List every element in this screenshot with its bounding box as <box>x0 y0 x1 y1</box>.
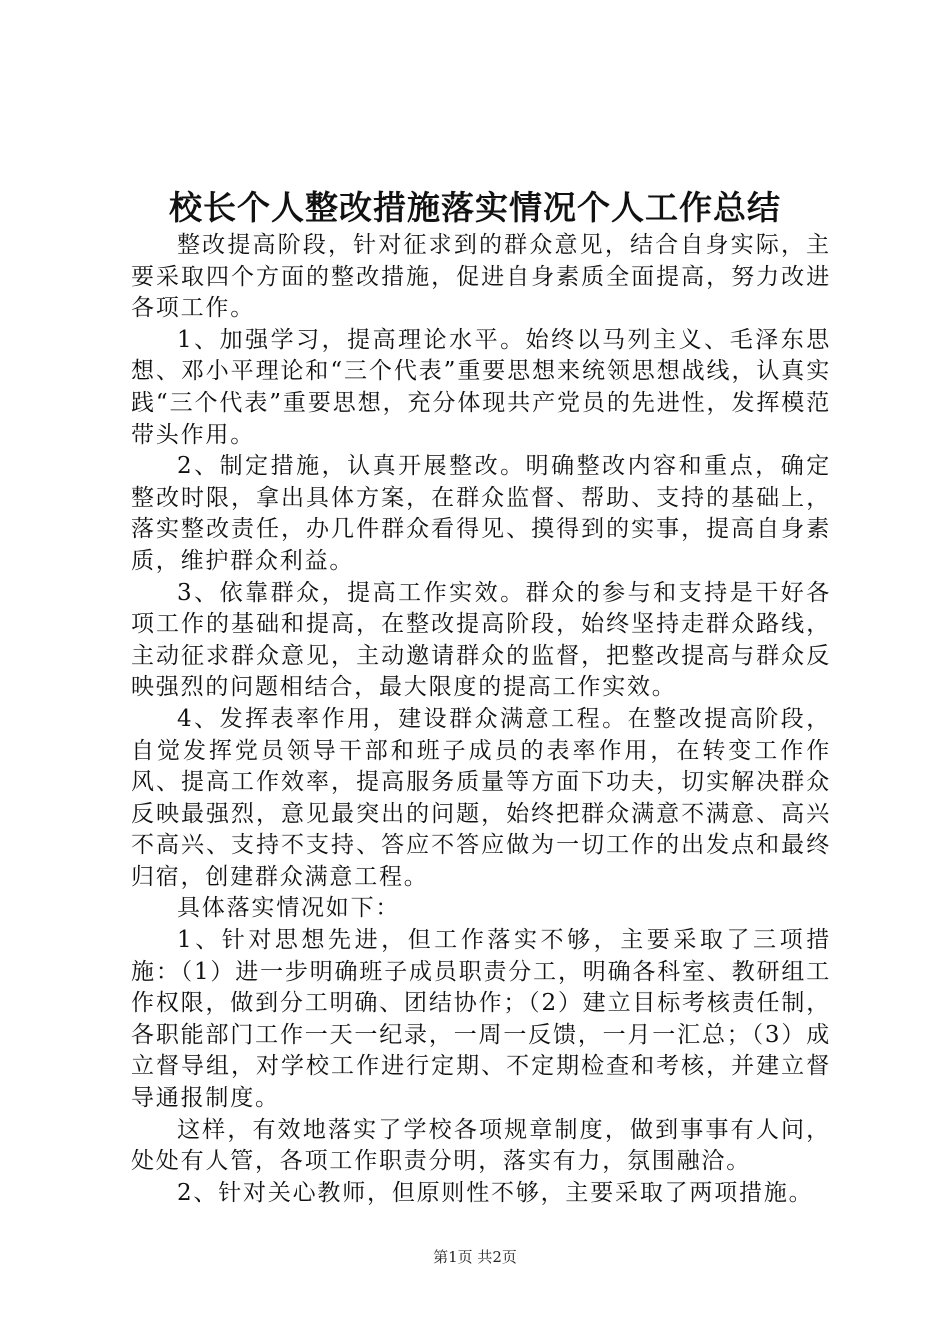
paragraph-measure-2: 2、制定措施，认真开展整改。明确整改内容和重点，确定整改时限，拿出具体方案，在群众监督、帮助、支持的基础上，落实整改责任，办几件群众看得见、摸得到的实事，提高自身素质，维护群众利益。 <box>131 453 831 574</box>
paragraph-implementation-heading: 具体落实情况如下： <box>177 895 401 922</box>
paragraph-measure-3: 3、依靠群众，提高工作实效。群众的参与和支持是干好各项工作的基础和提高，在整改提高阶段，始终坚持走群众路线，主动征求群众意见，主动邀请群众的监督，把整改提高与群众反映强烈的问题相结合，最大限度的提高工作实效。 <box>131 579 831 701</box>
document-body <box>131 230 831 1209</box>
page-number: 第1页 共2页 <box>433 1248 517 1266</box>
paragraph-intro: 整改提高阶段，针对征求到的群众意见，结合自身实际，主要采取四个方面的整改措施，促进自身素质全面提高，努力改进各项工作。 <box>131 232 831 322</box>
paragraph-measure-4: 4、发挥表率作用，建设群众满意工程。在整改提高阶段，自觉发挥党员领导干部和班子成员的表率作用，在转变工作作风、提高工作效率，提高服务质量等方面下功夫，切实解决群众反映最强烈，意见最突出的问题，始终把群众满意不满意、高兴不高兴、支持不支持、答应不答应做为一切工作的出发点和最终归宿，创建群众满意工程。 <box>131 705 831 890</box>
paragraph-implementation-1: 1、针对思想先进，但工作落实不够，主要采取了三项措施：（1）进一步明确班子成员职责分工，明确各科室、教研组工作权限，做到分工明确、团结协作；（2）建立目标考核责任制，各职能部门工作一天一纪录，一周一反馈，一月一汇总；（3）成立督导组，对学校工作进行定期、不定期检查和考核，并建立督导通报制度。 <box>131 927 831 1112</box>
paragraph-implementation-2: 2、针对关心教师，但原则性不够，主要采取了两项措施。 <box>177 1179 814 1206</box>
paragraph-result: 这样，有效地落实了学校各项规章制度，做到事事有人问，处处有人管，各项工作职责分明，落实有力，氛围融洽。 <box>131 1116 831 1175</box>
document-title: 校长个人整改措施落实情况个人工作总结 <box>169 188 781 227</box>
paragraph-measure-1: 1、加强学习，提高理论水平。始终以马列主义、毛泽东思想、邓小平理论和“三个代表”重要思想来统领思想战线，认真实践“三个代表”重要思想，充分体现共产党员的先进性，发挥模范带头作用。 <box>131 326 831 448</box>
